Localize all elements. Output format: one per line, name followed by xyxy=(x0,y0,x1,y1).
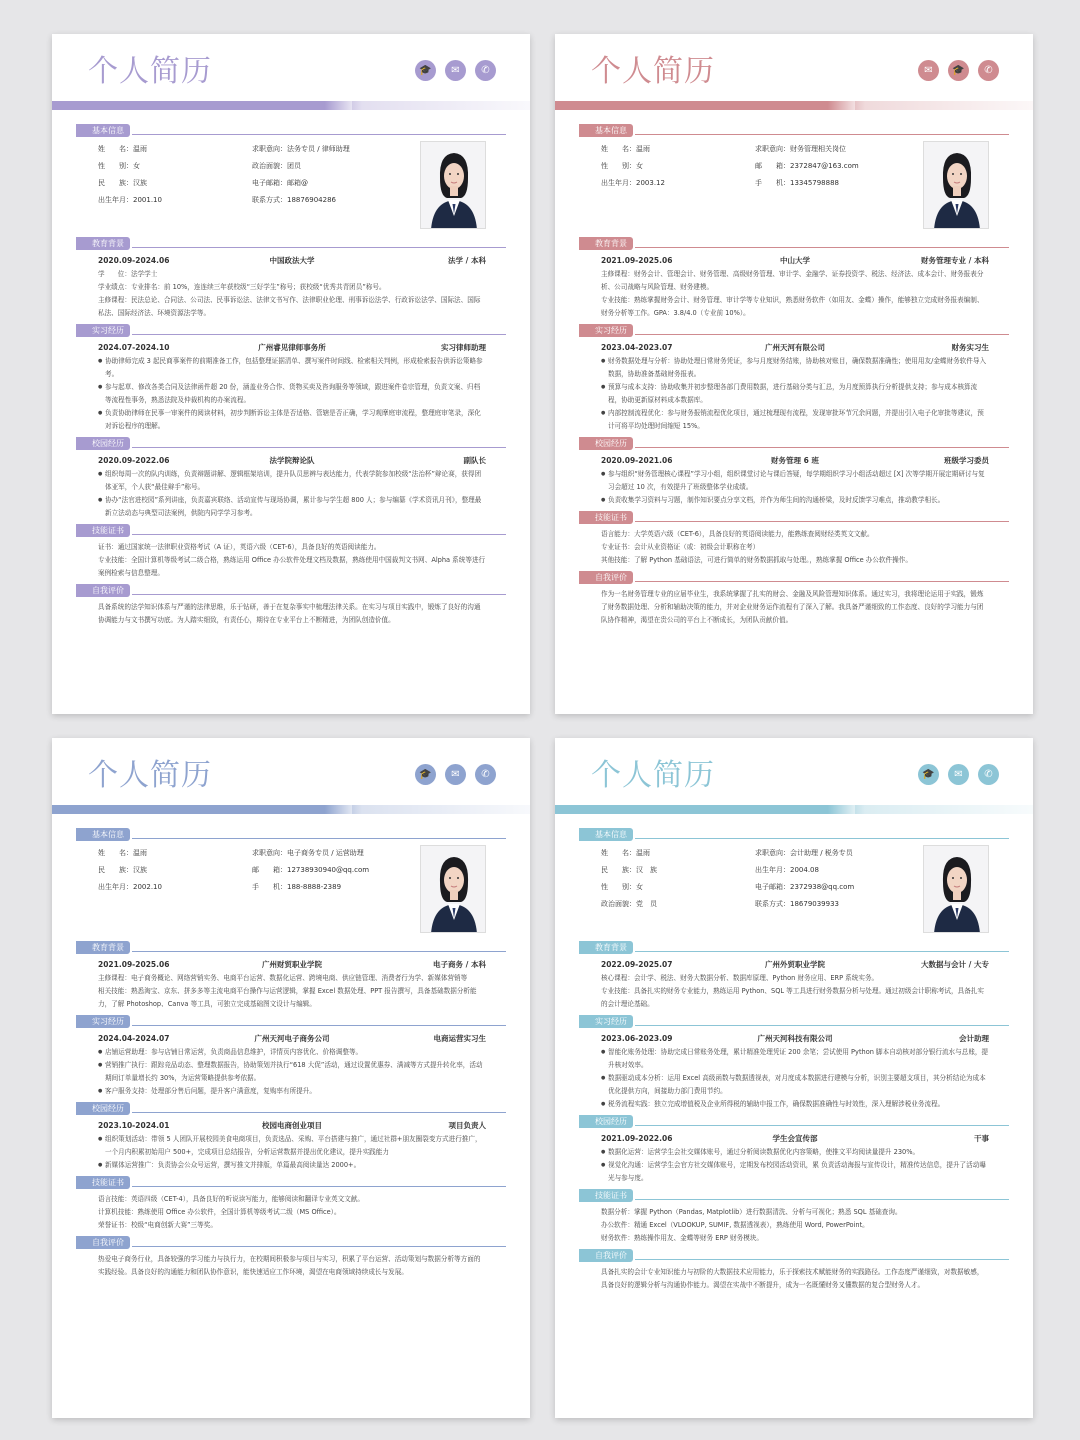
entry-header xyxy=(601,958,1009,972)
header-band xyxy=(52,805,362,814)
entry xyxy=(76,958,506,1011)
section-divider xyxy=(132,838,506,839)
section-divider xyxy=(635,951,1009,952)
section-title: 实习经历 xyxy=(76,1015,130,1028)
entry-organization: 法学院辩论队 xyxy=(269,456,315,465)
resume-sheet-3 xyxy=(52,738,530,1418)
section-divider xyxy=(132,447,506,448)
info-field: 性 别：女 xyxy=(601,883,643,891)
section-title: 技能证书 xyxy=(76,524,130,537)
basic-info xyxy=(579,141,1009,233)
self-evaluation-text: 具备扎实的会计专业知识能力与初阶的大数据技术应用能力，乐于探索技术赋能财务的实践路径。工作态度严谨细致，对数据敏感，具备良好的逻辑分析与沟通协作能力。渴望在实战中不断提升，成为一名既懂财务又懂数据的复合型财务人才。 xyxy=(601,1268,984,1289)
section-header xyxy=(76,584,506,597)
info-field: 联系方式：18876904286 xyxy=(252,196,336,204)
self-evaluation xyxy=(579,588,1009,627)
entry-date: 2021.09-2025.06 xyxy=(98,960,170,969)
info-column-2 xyxy=(755,141,935,233)
section-internship xyxy=(579,324,1009,433)
section-skills xyxy=(579,511,1009,567)
section-header xyxy=(579,124,1009,137)
skill-line: 财务软件：熟练操作用友、金蝶等财务 ERP 财务模块。 xyxy=(601,1234,763,1242)
entry-line: ● 协办“法官进校园”系列讲座，负责嘉宾联络、活动宣传与现场协调，累计参与学生超 800 人；参与编纂《学术资讯月刊》，整理最新立法动态与典型司法案例，供院内同学学习参考。 xyxy=(98,494,506,520)
header-band-fade xyxy=(855,101,1033,110)
skills-list xyxy=(579,1206,1009,1245)
entry-date: 2023.06-2023.09 xyxy=(601,1034,673,1043)
section-campus xyxy=(76,437,506,520)
mail-icon: ✉ xyxy=(918,60,939,81)
info-field: 手 机：13345798888 xyxy=(755,179,839,187)
entry xyxy=(579,454,1009,507)
entry xyxy=(579,1132,1009,1185)
section-title: 自我评价 xyxy=(579,571,633,584)
info-field: 邮 箱：2372847@163.com xyxy=(755,162,859,170)
section-divider xyxy=(132,534,506,535)
self-evaluation xyxy=(76,601,506,627)
resume-sheet-2 xyxy=(555,34,1033,714)
section-basic-info xyxy=(579,828,1009,937)
info-field: 联系方式：18679039933 xyxy=(755,900,839,908)
section-divider xyxy=(635,1025,1009,1026)
section-education xyxy=(76,941,506,1011)
info-field: 政治面貌：团员 xyxy=(252,162,301,170)
section-divider xyxy=(132,951,506,952)
contact-icons xyxy=(415,60,496,81)
entry-date: 2020.09-2021.06 xyxy=(601,456,673,465)
self-evaluation-text: 作为一名财务管理专业的应届毕业生，我系统掌握了扎实的财会、金融及风险管理知识体系。通过实习，我将理论运用于实践，锻炼了财务数据处理、分析和辅助决策的能力，并对企业财务运作流程有了深入了解。我具备严谨细致的工作态度、良好的学习能力与团队协作精神，渴望在贵公司的平台上不断成长，为团队贡献价值。 xyxy=(601,590,984,624)
entry-header xyxy=(98,1032,506,1046)
entry-line: ● 内部控制流程优化：参与财务报销流程优化项目，通过梳理现有流程，发现审批环节冗余问题，并提出引入电子化审批等建议，预计可将平均处理时间缩短 15%。 xyxy=(601,407,1009,433)
section-divider xyxy=(132,1112,506,1113)
section-header xyxy=(76,124,506,137)
section-title: 基本信息 xyxy=(579,828,633,841)
entry-header xyxy=(98,454,506,468)
entry-organization: 广州外贸职业学院 xyxy=(764,960,825,969)
info-field: 邮 箱：12738930940@qq.com xyxy=(252,866,370,874)
section-divider xyxy=(635,521,1009,522)
section-header xyxy=(579,324,1009,337)
section-divider xyxy=(132,1186,506,1187)
entry xyxy=(76,454,506,520)
info-field: 姓 名：温雨 xyxy=(601,849,650,857)
section-divider xyxy=(635,1125,1009,1126)
mail-icon: ✉ xyxy=(948,764,969,785)
info-column-1 xyxy=(601,141,755,233)
section-internship xyxy=(76,324,506,433)
info-field: 性 别：女 xyxy=(98,162,140,170)
section-header xyxy=(76,1176,506,1189)
section-divider xyxy=(635,447,1009,448)
info-field: 求职意向：会计助理 / 税务专员 xyxy=(755,849,853,857)
section-header xyxy=(579,941,1009,954)
entry-line: ● 数据驱动成本分析：运用 Excel 高级函数与数据透视表，对月度成本数据进行建模与分析，识别主要超支项目，其分析结论为成本优化提供方向，间接助力部门费用节约。 xyxy=(601,1072,1009,1098)
info-field: 民 族：汉族 xyxy=(98,179,147,187)
section-header xyxy=(76,324,506,337)
entry xyxy=(579,958,1009,1011)
entry-date: 2022.09-2025.07 xyxy=(601,960,673,969)
skill-line: 证书：通过国家统一法律职业资格考试（A 证），英语六级（CET-6），具备良好的英语阅读能力。 xyxy=(98,543,381,551)
resume-body xyxy=(76,824,506,1279)
info-field: 电子邮箱：邮箱@ xyxy=(252,179,308,187)
entry-organization: 校园电商创业项目 xyxy=(261,1121,322,1130)
info-field: 姓 名：温雨 xyxy=(98,145,147,153)
entry-organization: 中山大学 xyxy=(779,256,810,265)
entry-role: 项目负责人 xyxy=(448,1121,486,1130)
section-header xyxy=(76,237,506,250)
section-title: 技能证书 xyxy=(579,511,633,524)
info-field: 出生年月：2004.08 xyxy=(755,866,819,874)
section-skills xyxy=(76,524,506,580)
basic-info xyxy=(579,845,1009,937)
resume-title: 个人简历 xyxy=(88,54,212,89)
section-title: 基本信息 xyxy=(76,124,130,137)
entry-organization: 广州天河电子商务公司 xyxy=(254,1034,330,1043)
section-header xyxy=(579,1249,1009,1262)
entry-line: 主修课程：财务会计、管理会计、财务管理、高级财务管理、审计学、金融学、证券投资学、税法、经济法、成本会计、财务报表分析、公司战略与风险管理、财务建模。 xyxy=(601,270,984,291)
entry-line: ● 视觉化沟通：运营学生会官方社交媒体账号，定期发布校园活动资讯，累 负责活动海报与宣传设计，精准传达信息，提升了活动曝光与参与度。 xyxy=(601,1159,1009,1185)
section-header xyxy=(76,828,506,841)
section-divider xyxy=(635,838,1009,839)
entry xyxy=(76,1032,506,1098)
section-title: 教育背景 xyxy=(76,941,130,954)
entry-role: 会计助理 xyxy=(958,1034,989,1043)
section-divider xyxy=(132,1246,506,1247)
basic-info xyxy=(76,845,506,937)
skills-list xyxy=(579,528,1009,567)
info-field: 出生年月：2001.10 xyxy=(98,196,162,204)
section-header xyxy=(76,941,506,954)
section-divider xyxy=(635,581,1009,582)
section-divider xyxy=(132,134,506,135)
section-self-evaluation xyxy=(76,584,506,627)
resume-body xyxy=(579,120,1009,627)
entry-line: 专业技能：熟练掌握财务会计、财务管理、审计学等专业知识，熟悉财务软件（如用友、金蝶）操作，能够独立完成财务报表编制、财务分析等工作。GPA：3.8/4.0（专业前 10%）。 xyxy=(601,296,984,317)
header-band-fade xyxy=(352,805,530,814)
section-header xyxy=(579,237,1009,250)
info-field: 出生年月：2003.12 xyxy=(601,179,665,187)
skill-line: 语言能力：大学英语六级（CET-6），具备良好的英语阅读能力，能熟练查阅财经类英文文献。 xyxy=(601,530,874,538)
contact-icons xyxy=(918,764,999,785)
section-header xyxy=(76,524,506,537)
entry-header xyxy=(601,1132,1009,1146)
header-band xyxy=(555,101,865,110)
section-divider xyxy=(635,134,1009,135)
entry-role: 实习律师助理 xyxy=(440,343,486,352)
entry-role: 大数据与会计 / 大专 xyxy=(921,960,989,969)
entry-date: 2023.10-2024.01 xyxy=(98,1121,170,1130)
section-title: 技能证书 xyxy=(76,1176,130,1189)
mail-icon: ✉ xyxy=(445,60,466,81)
profile-photo xyxy=(420,141,486,229)
skill-line: 数据分析：掌握 Python（Pandas, Matplotlib）进行数据清洗、分析与可视化；熟悉 SQL 基础查询。 xyxy=(601,1208,902,1216)
info-field: 出生年月：2002.10 xyxy=(98,883,162,891)
entry-header xyxy=(98,1119,506,1133)
entry-organization: 广州财贸职业学院 xyxy=(261,960,322,969)
resume-body xyxy=(579,824,1009,1292)
section-basic-info xyxy=(76,828,506,937)
profile-photo xyxy=(420,845,486,933)
info-field: 姓 名：温雨 xyxy=(601,145,650,153)
resume-sheet-1 xyxy=(52,34,530,714)
entry-organization: 广州天河科技有限公司 xyxy=(757,1034,833,1043)
info-column-2 xyxy=(755,845,935,937)
section-title: 教育背景 xyxy=(579,941,633,954)
entry-organization: 广州天河有限公司 xyxy=(764,343,825,352)
info-column-1 xyxy=(98,845,252,937)
section-title: 自我评价 xyxy=(76,584,130,597)
section-title: 校园经历 xyxy=(579,437,633,450)
entry-date: 2020.09-2024.06 xyxy=(98,256,170,265)
entry-header xyxy=(601,254,1009,268)
entry-date: 2021.09-2025.06 xyxy=(601,256,673,265)
info-field: 手 机：188-8888-2389 xyxy=(252,883,342,891)
entry-line: 学业绩点：专业排名：前 10%，连连续三年获校级“三好学生”称号；获校级“优秀共青团员”称号。 xyxy=(98,283,386,291)
section-divider xyxy=(635,247,1009,248)
section-header xyxy=(76,1236,506,1249)
info-field: 求职意向：电子商务专员 / 运营助理 xyxy=(252,849,364,857)
entry-line: ● 税务流程实践：独立完成增值税及企业所得税的辅助申报工作，确保数据准确性与时效性，深入理解涉税业务流程。 xyxy=(601,1098,1009,1111)
entry-date: 2024.04-2024.07 xyxy=(98,1034,170,1043)
section-campus xyxy=(579,437,1009,507)
graduation-cap-icon: 🎓 xyxy=(918,764,939,785)
entry-role: 财务管理专业 / 本科 xyxy=(921,256,989,265)
info-field: 性 别：女 xyxy=(601,162,643,170)
entry-role: 电子商务 / 本科 xyxy=(433,960,486,969)
header-band-fade xyxy=(352,101,530,110)
section-header xyxy=(579,828,1009,841)
section-header xyxy=(579,437,1009,450)
section-self-evaluation xyxy=(579,571,1009,627)
section-title: 基本信息 xyxy=(579,124,633,137)
skill-line: 其他技能：了解 Python 基础语法，可进行简单的财务数据抓取与处理。，熟练掌握 Office 办公软件操作。 xyxy=(601,556,912,564)
section-divider xyxy=(132,334,506,335)
section-basic-info xyxy=(579,124,1009,233)
entry-line: ● 负责协助律师在民事一审案件的阅读材料，初步判断诉讼主体是否适格、管辖是否正确，学习观摩庭审流程，整理庭审笔录，深化对诉讼程序的理解。 xyxy=(98,407,506,433)
entry-line: ● 营销推广执行：跟踪竞品动态、整理数据报告，协助策划并执行“618 大促”活动，通过设置优惠券、满减等方式提升转化率，活动期间订单量增长约 30%，为运营策略提供参考依据。 xyxy=(98,1059,506,1085)
entry-line: ● 参与起草、修改各类合同及法律函件超 20 份，涵盖业务合作、货物买卖及咨询服务等领域，跟进案件卷宗管理，负责文案、归档等流程性事务，熟悉法院及仲裁机构的办案流程。 xyxy=(98,381,506,407)
entry-organization: 广州睿见律师事务所 xyxy=(258,343,326,352)
section-header xyxy=(76,437,506,450)
section-header xyxy=(76,1015,506,1028)
entry xyxy=(76,1119,506,1172)
section-title: 校园经历 xyxy=(76,1102,130,1115)
section-divider xyxy=(635,334,1009,335)
section-title: 自我评价 xyxy=(76,1236,130,1249)
entry-line: ● 数据化运营：运营学生会社交媒体账号，通过分析阅读数据优化内容策略，使推文平均阅读量提升 230%。 xyxy=(601,1146,1009,1159)
section-title: 基本信息 xyxy=(76,828,130,841)
entry-line: 专业技能：具备扎实的财务专业能力，熟练运用 Python、SQL 等工具进行财务数据分析与处理。通过初级会计职称考试，具备扎实的会计理论基础。 xyxy=(601,987,984,1008)
section-campus xyxy=(76,1102,506,1172)
resume-title: 个人简历 xyxy=(88,758,212,793)
section-divider xyxy=(635,1259,1009,1260)
contact-icons xyxy=(918,60,999,81)
entry-line: ● 参与组织“财务管理核心课程”学习小组，组织课堂讨论与课后答疑，每学期组织学习小组活动超过 [X] 次等学期开展定期研讨与复习会超过 10 次，有效提升了班级整体学业成绩。 xyxy=(601,468,1009,494)
section-divider xyxy=(635,1199,1009,1200)
phone-icon: ✆ xyxy=(978,60,999,81)
section-header xyxy=(579,1189,1009,1202)
entry-line: ● 新媒体运营推广：负责协会公众号运营，撰写推文并排版，单篇最高阅读量达 2000+。 xyxy=(98,1159,506,1172)
section-title: 实习经历 xyxy=(76,324,130,337)
entry-role: 法学 / 本科 xyxy=(448,256,486,265)
phone-icon: ✆ xyxy=(978,764,999,785)
entry-line: ● 组织每周一次的队内训练，负责辩题讲解、逻辑框架培训，提升队员思辨与表达能力，代表学院参加校级“法治杯”辩论赛，获得团体亚军，个人获“最佳辩手”称号。 xyxy=(98,468,506,494)
info-field: 求职意向：财务管理相关岗位 xyxy=(755,145,846,153)
info-field: 姓 名：温雨 xyxy=(98,849,147,857)
info-field: 民 族：汉 族 xyxy=(601,866,657,874)
section-education xyxy=(579,941,1009,1011)
entry-line: ● 组织策划活动：带领 5 人团队开展校园美食电商项目，负责选品、采购、平台搭建与推广，通过社群+朋友圈裂变方式进行推广，一个月内积累初始用户 500+，完成项目总结报告，分析运营数据并提出优化建议，提升实践能力 xyxy=(98,1133,506,1159)
section-campus xyxy=(579,1115,1009,1185)
entry-line: ● 财务数据处理与分析：协助处理日常财务凭证，参与月度财务结账，协助核对账目，确保数据准确性；使用用友/金蝶财务软件导入数据，协助准备基础财务报表。 xyxy=(601,355,1009,381)
entry-line: 主修课程：电子商务概论、网络营销实务、电商平台运营、数据化运营、跨境电商、供应链管理、消费者行为学、新媒体营销等 xyxy=(98,974,468,982)
graduation-cap-icon: 🎓 xyxy=(415,60,436,81)
info-field: 求职意向：法务专员 / 律师助理 xyxy=(252,145,350,153)
entry-line: 核心课程：会计学、税法、财务大数据分析、数据库原理、Python 财务应用、ERP 系统实务。 xyxy=(601,974,879,982)
skill-line: 专业技能：全国计算机等级考试二级合格，熟练运用 Office 办公软件处理文档及数据，熟练使用中国裁判文书网、Alpha 系统等进行案例检索与信息整理。 xyxy=(98,556,486,577)
section-title: 校园经历 xyxy=(76,437,130,450)
section-title: 自我评价 xyxy=(579,1249,633,1262)
entry-organization: 学生会宣传部 xyxy=(772,1134,818,1143)
entry xyxy=(76,341,506,433)
contact-icons xyxy=(415,764,496,785)
entry-header xyxy=(601,1032,1009,1046)
self-evaluation-text: 具备系统的法学知识体系与严谨的法律思维，乐于钻研，善于在复杂事实中梳理法律关系。在实习与项目实践中，锻炼了良好的沟通协调能力与文书撰写功底。为人踏实细致，有责任心，期待在专业平台上不断精进，为团队创造价值。 xyxy=(98,603,481,624)
info-column-1 xyxy=(601,845,755,937)
skill-line: 办公软件：精通 Excel（VLOOKUP, SUMIF, 数据透视表），熟练使用 Word, PowerPoint。 xyxy=(601,1221,869,1229)
section-self-evaluation xyxy=(76,1236,506,1279)
section-title: 教育背景 xyxy=(76,237,130,250)
entry-header xyxy=(601,341,1009,355)
mail-icon: ✉ xyxy=(445,764,466,785)
entry xyxy=(579,1032,1009,1111)
entry xyxy=(76,254,506,320)
entry-role: 副队长 xyxy=(463,456,486,465)
section-header xyxy=(579,1115,1009,1128)
entry-header xyxy=(98,254,506,268)
resume-title: 个人简历 xyxy=(591,54,715,89)
resume-sheet-4 xyxy=(555,738,1033,1418)
entry-line: ● 店铺运营助理：参与店铺日常运营，负责商品信息维护，详情页内容优化、价格调整等。 xyxy=(98,1046,506,1059)
entry-date: 2021.09-2022.06 xyxy=(601,1134,673,1143)
skill-line: 计算机技能：熟练使用 Office 办公软件，全国计算机等级考试二级（MS Office）。 xyxy=(98,1208,341,1216)
graduation-cap-icon: 🎓 xyxy=(415,764,436,785)
section-divider xyxy=(132,594,506,595)
section-divider xyxy=(132,247,506,248)
entry-line: ● 客户服务支持：处理部分售后问题，提升客户满意度，复购率有所提升。 xyxy=(98,1085,506,1098)
entry xyxy=(579,341,1009,433)
section-internship xyxy=(76,1015,506,1098)
section-title: 教育背景 xyxy=(579,237,633,250)
entry-date: 2023.04-2023.07 xyxy=(601,343,673,352)
section-education xyxy=(76,237,506,320)
entry-line: 主修课程：民法总论、合同法、公司法、民事诉讼法、法律文书写作、法律职业伦理、刑事诉讼法学、行政诉讼法学、国际法、国际私法、国际经济法、环境资源法学等。 xyxy=(98,296,481,317)
skills-list xyxy=(76,541,506,580)
phone-icon: ✆ xyxy=(475,60,496,81)
info-column-2 xyxy=(252,141,432,233)
phone-icon: ✆ xyxy=(475,764,496,785)
self-evaluation-text: 热爱电子商务行业，具备较强的学习能力与执行力，在校期间积极参与项目与实习，积累了平台运营、活动策划与数据分析等方面的实践经验。具备良好的沟通能力和团队协作意识，能快速适应工作环境，渴望在电商领域持续成长与发展。 xyxy=(98,1255,481,1276)
resume-body xyxy=(76,120,506,627)
section-title: 实习经历 xyxy=(579,324,633,337)
section-header xyxy=(579,511,1009,524)
section-divider xyxy=(132,1025,506,1026)
entry-line: 相关技能：熟悉淘宝、京东、拼多多等主流电商平台操作与运营逻辑，掌握 Excel 数据处理、PPT 报告撰写，具备基础数据分析能力，了解 Photoshop、Canva 等工具，可独立完成基础图文设计与编辑。 xyxy=(98,987,477,1008)
self-evaluation xyxy=(76,1253,506,1279)
section-title: 技能证书 xyxy=(579,1189,633,1202)
section-self-evaluation xyxy=(579,1249,1009,1292)
entry-header xyxy=(601,454,1009,468)
section-skills xyxy=(76,1176,506,1232)
section-header xyxy=(76,1102,506,1115)
info-field: 电子邮箱：2372938@qq.com xyxy=(755,883,855,891)
profile-photo xyxy=(923,845,989,933)
entry xyxy=(579,254,1009,320)
header-band xyxy=(555,805,865,814)
entry-organization: 财务管理 6 班 xyxy=(771,456,819,465)
section-internship xyxy=(579,1015,1009,1111)
entry-line: ● 协助律师完成 3 起民商事案件的前期准备工作，包括整理证据清单、撰写案件时间线、检索相关判例，形成检索报告供诉讼策略参考。 xyxy=(98,355,506,381)
resume-title: 个人简历 xyxy=(591,758,715,793)
entry-header xyxy=(98,958,506,972)
section-title: 实习经历 xyxy=(579,1015,633,1028)
info-column-2 xyxy=(252,845,432,937)
header-band-fade xyxy=(855,805,1033,814)
entry-date: 2024.07-2024.10 xyxy=(98,343,170,352)
entry-organization: 中国政法大学 xyxy=(269,256,315,265)
entry-role: 财务实习生 xyxy=(951,343,989,352)
entry-line: 学 位：法学学士 xyxy=(98,270,158,278)
skill-line: 荣誉证书：校级“电商创新大赛”三等奖。 xyxy=(98,1221,217,1229)
header-band xyxy=(52,101,362,110)
entry-line: ● 预算与成本支持：协助收集并初步整理各部门费用数据，进行基础分类与汇总，为月度预算执行分析提供支持；参与成本核算流程，协助更新原材料成本数据库。 xyxy=(601,381,1009,407)
section-header xyxy=(579,1015,1009,1028)
entry-role: 班级学习委员 xyxy=(943,456,989,465)
section-basic-info xyxy=(76,124,506,233)
skills-list xyxy=(76,1193,506,1232)
skill-line: 专业证书：会计从业资格证（或：初级会计职称在考） xyxy=(601,543,760,551)
skill-line: 语言技能：英语四级（CET-4），具备良好的听说读写能力，能够阅读和翻译专业英文文献。 xyxy=(98,1195,365,1203)
section-title: 校园经历 xyxy=(579,1115,633,1128)
entry-line: ● 负责收集学习资料与习题，制作知识要点分享文档，并作为师生间的沟通桥梁，及时反馈学习难点，推动教学相长。 xyxy=(601,494,1009,507)
entry-role: 干事 xyxy=(973,1134,989,1143)
section-education xyxy=(579,237,1009,320)
graduation-cap-icon: 🎓 xyxy=(948,60,969,81)
section-skills xyxy=(579,1189,1009,1245)
profile-photo xyxy=(923,141,989,229)
entry-role: 电商运营实习生 xyxy=(433,1034,486,1043)
entry-line: ● 智能化账务处理：协助完成日常账务处理，累计精准处理凭证 200 余笔；尝试使用 Python 脚本自动核对部分银行流水与总账，提升核对效率。 xyxy=(601,1046,1009,1072)
info-field: 政治面貌：党 员 xyxy=(601,900,657,908)
self-evaluation xyxy=(579,1266,1009,1292)
info-column-1 xyxy=(98,141,252,233)
section-header xyxy=(579,571,1009,584)
basic-info xyxy=(76,141,506,233)
info-field: 民 族：汉族 xyxy=(98,866,147,874)
entry-date: 2020.09-2022.06 xyxy=(98,456,170,465)
entry-header xyxy=(98,341,506,355)
